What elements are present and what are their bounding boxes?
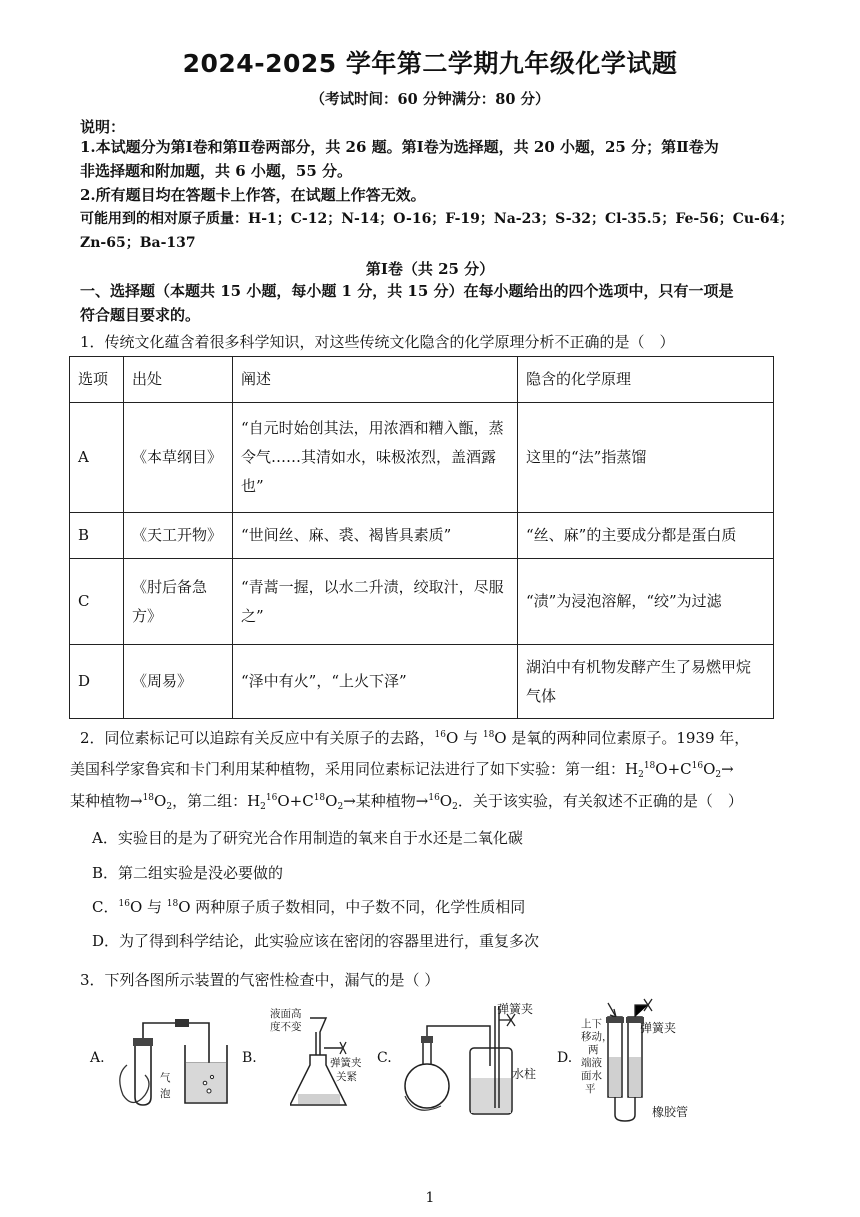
figure-d-label: D. <box>557 1050 573 1066</box>
rubber-tube-label: 橡胶管 <box>652 1105 689 1119</box>
page-number: 1 <box>425 1190 435 1206</box>
source-cell: 《本草纲目》 <box>124 403 233 513</box>
section-intro-b: 符合题目要求的。 <box>80 306 201 324</box>
description-cell: “青蒿一握，以水二升渍，绞取汁，尽服之” <box>233 559 518 645</box>
option-cell: C <box>70 559 124 645</box>
clip-closed-label: 关紧 <box>336 1071 357 1083</box>
clip-label-b: 弹簧夹 <box>330 1057 362 1069</box>
source-cell: 《周易》 <box>124 645 233 719</box>
table-row <box>70 645 774 719</box>
section-intro-a: 一、选择题（本题共 15 小题，每小题 1 分，共 15 分）在每小题给出的四个选项中，只有一项是 <box>80 282 734 300</box>
header-cell: 出处 <box>124 357 233 403</box>
note-3a: 可能用到的相对原子质量：H-1；C-12；N-14；O-16；F-19；Na-23；S-32；Cl-35.5；Fe-56；Cu-64； <box>80 211 794 227</box>
header-cell: 隐含的化学原理 <box>518 357 774 403</box>
figure-a-label: A. <box>90 1050 105 1066</box>
q3-stem: 3．下列各图所示装置的气密性检查中，漏气的是（ ） <box>80 971 440 989</box>
note-3b: Zn-65；Ba-137 <box>80 235 196 251</box>
q2-line-1: 2．同位素标记可以追踪有关反应中有关原子的去路，$^{16}$O 与 $^{18}$O 是氧的两种同位素原子。1939 年， <box>80 729 750 747</box>
table-header-row <box>70 357 774 403</box>
header-cell: 选项 <box>70 357 124 403</box>
level-label-a: 液面高 <box>270 1008 302 1020</box>
principle-cell: “丝、麻”的主要成分都是蛋白质 <box>518 513 774 559</box>
q2-option-b: B．第二组实验是没必要做的 <box>92 864 284 882</box>
bubbles-label-b: 泡 <box>160 1088 171 1100</box>
principle-cell: 这里的“法”指蒸馏 <box>518 403 774 513</box>
principle-cell: “渍”为浸泡溶解，“绞”为过滤 <box>518 559 774 645</box>
notes-heading: 说明： <box>80 118 126 136</box>
exam-page: 2024-2025 学年第二学期九年级化学试题 （考试时间：60 分钟满分：80 分） 说明： 1.本试题分为第Ⅰ卷和第Ⅱ卷两部分，共 26 题。第Ⅰ卷为选择题，共 20 小题，25 分；第Ⅱ卷为 非选择题和附加题，共 6 小题，55 分。 2.所有题目均在答题卡上作答，在试题上作答无效。 可能用到的相对原子质量：H-1；C-12；N-14；O-16；F-19；Na-23；S-32；Cl-35.5；Fe-56；Cu-64； Zn-65；Ba-137 第Ⅰ卷（共 25 分） 一、选择题（本题共 15 小题，每小题 1 分，共 15 分）在每小题给出的四个选项中，只有一项是 符合题目要求的。 1．传统文化蕴含着很多科学知识，对这些传统文化隐含的化学原理分析不正确的是（ ） 选项 出处 阐述 隐含的化学原理 A 《本草纲目》 “自元时始创其法，用浓酒和糟入甑，蒸令气……其清如水，味极浓烈，盖酒露也” 这里的“法”指蒸馏 B 《天工开物》 “世间丝、麻、裘、褐皆具素质” “丝、麻”的主要成分都是蛋白质 C 《肘后备急方》 “青蒿一握，以水二升渍，绞取汁，尽服之” “渍”为浸泡溶解，“绞”为过滤 D 《周易》 “泽中有火”，“上火下泽” 湖泊中有机物发酵产生了易燃甲烷气体 2．同位素标记可以追踪有关反应中有关原子的去路，$^{16}$O 与 $^{18}$O 是氧的两种同位素原子。1939 年， 美国科学家鲁宾和卡门利用某种植物，采用同位素标记法进行了如下实验：第一组：$H_2^{18}O+C^{16}O_2\to$ 某种植物$\to^{18}O_2$，第二组：$H_2^{16}O+C^{18}O_2\to$某种植物$\to^{16}O_2$．关于该实验，有关叙述不正确的是（ ） A．实验目的是为了研究光合作用制造的氧来自于水还是二氧化碳 B．第二组实验是没必要做的 C．$^{16}$O 与 $^{18}$O 两种原子质子数相同，中子数不同，化学性质相同 D．为了得到科学结论，此实验应该在密闭的容器里进行，重复多次 3．下列各图所示装置的气密性检查中，漏气的是（ ） A. 气 泡 B. 液面高 度不变 弹簧夹 关紧 C. 弹簧夹 水柱 D. 上下 移动， 两 端液 面水 平 弹簧夹 橡胶管 1 <box>0 0 860 1217</box>
description-cell: “自元时始创其法，用浓酒和糟入甑，蒸令气……其清如水，味极浓烈，盖酒露也” <box>233 403 518 513</box>
q2-option-d: D．为了得到科学结论，此实验应该在密闭的容器里进行，重复多次 <box>92 932 540 950</box>
q2-line-3: 某种植物$\to^{18}O_2$，第二组：$H_2^{16}O+C^{18}O_2\to$某种植物$\to^{16}O_2$．关于该实验，有关叙述不正确的是（ ） <box>70 792 743 812</box>
table-row <box>70 559 774 645</box>
option-cell: B <box>70 513 124 559</box>
table-row <box>70 403 774 513</box>
description-cell: “世间丝、麻、裘、褐皆具素质” <box>233 513 518 559</box>
clip-label-c: 弹簧夹 <box>497 1002 534 1016</box>
q2-line-2: 美国科学家鲁宾和卡门利用某种植物，采用同位素标记法进行了如下实验：第一组：$H_2^{18}O+C^{16}O_2\to$ <box>70 760 734 780</box>
level-label-b: 度不变 <box>270 1021 302 1033</box>
part1-heading: 第Ⅰ卷（共 25 分） <box>365 260 495 278</box>
figure-b-label: B. <box>242 1050 257 1066</box>
note-1a: 1.本试题分为第Ⅰ卷和第Ⅱ卷两部分，共 26 题。第Ⅰ卷为选择题，共 20 小题，25 分；第Ⅱ卷为 <box>80 138 719 156</box>
exam-info: （考试时间：60 分钟满分：80 分） <box>310 91 550 108</box>
option-cell: A <box>70 403 124 513</box>
apparatus-a-diagram <box>105 1005 240 1115</box>
table-row <box>70 513 774 559</box>
water-column-label: 水柱 <box>512 1067 537 1081</box>
source-cell: 《天工开物》 <box>124 513 233 559</box>
q2-option-a: A．实验目的是为了研究光合作用制造的氧来自于水还是二氧化碳 <box>92 829 523 847</box>
apparatus-d-diagram <box>600 995 660 1125</box>
header-cell: 阐述 <box>233 357 518 403</box>
page-title: 2024-2025 学年第二学期九年级化学试题 <box>182 49 678 78</box>
option-cell: D <box>70 645 124 719</box>
clip-label-d: 弹簧夹 <box>640 1021 677 1035</box>
note-1b: 非选择题和附加题，共 6 小题，55 分。 <box>80 162 352 180</box>
principle-cell: 湖泊中有机物发酵产生了易燃甲烷气体 <box>518 645 774 719</box>
source-cell: 《肘后备急方》 <box>124 559 233 645</box>
q1-table <box>69 356 774 719</box>
apparatus-c-diagram <box>395 1006 545 1118</box>
bubbles-label-a: 气 <box>160 1072 171 1084</box>
description-cell: “泽中有火”，“上火下泽” <box>233 645 518 719</box>
note-2: 2.所有题目均在答题卡上作答，在试题上作答无效。 <box>80 186 426 204</box>
q1-stem: 1．传统文化蕴含着很多科学知识，对这些传统文化隐含的化学原理分析不正确的是（ ） <box>80 333 675 351</box>
figure-c-label: C. <box>377 1050 392 1066</box>
q2-option-c: C．$^{16}$O 与 $^{18}$O 两种原子质子数相同，中子数不同，化学性质相同 <box>92 898 526 916</box>
